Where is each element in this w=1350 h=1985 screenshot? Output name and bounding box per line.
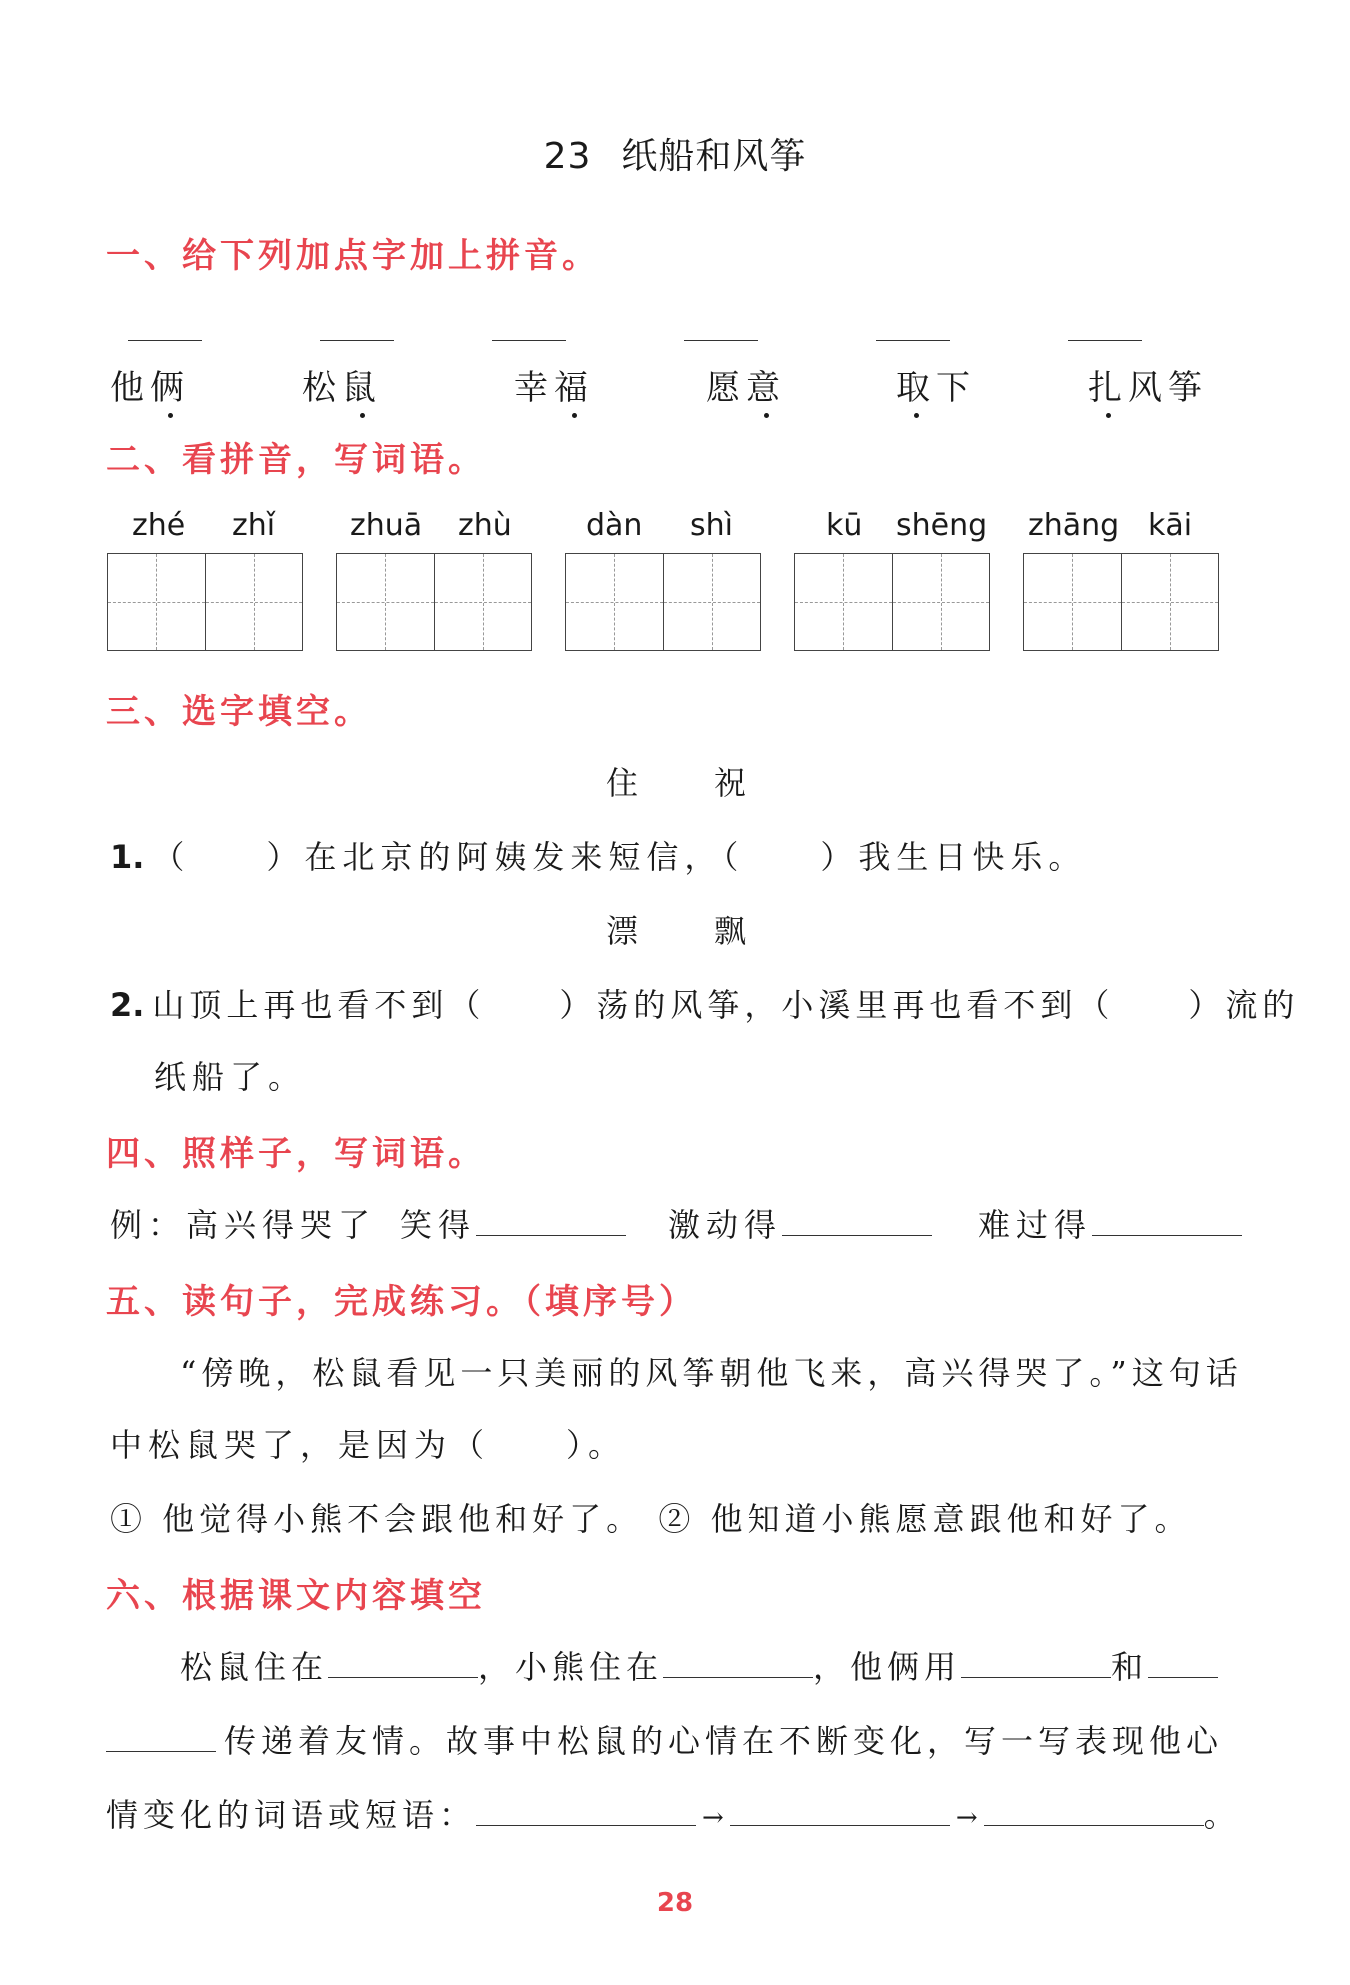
- dotted-word: 愿意: [706, 368, 786, 408]
- writing-grid[interactable]: [794, 553, 990, 651]
- answer-blank[interactable]: [1092, 1235, 1242, 1236]
- example-text: 例：高兴得哭了: [110, 1206, 377, 1244]
- pinyin-blank[interactable]: [876, 340, 950, 341]
- pinyin: dàn: [586, 508, 643, 543]
- answer-blank[interactable]: [984, 1825, 1204, 1826]
- pinyin-blank[interactable]: [684, 340, 758, 341]
- answer-options: ① 他觉得小熊不会跟他和好了。 ② 他知道小熊愿意跟他和好了。: [110, 1500, 1192, 1538]
- fill-line-1: 松鼠住在 ，小熊住在 ，他俩用 和: [180, 1642, 1218, 1688]
- fill-line-2: 传递着友情。故事中松鼠的心情在不断变化，写一写表现他心: [106, 1716, 1223, 1762]
- question-2-cont: 纸船了。: [154, 1058, 307, 1096]
- answer-blank[interactable]: [961, 1677, 1111, 1678]
- section-3-heading: 三、选字填空。: [106, 692, 372, 732]
- dotted-word: 他俩: [110, 368, 190, 408]
- section-6-heading: 六、根据课文内容填空: [106, 1576, 486, 1616]
- pinyin: kū: [826, 508, 863, 543]
- writing-grid[interactable]: [336, 553, 532, 651]
- dotted-word: 扎风筝: [1088, 368, 1208, 408]
- arrow-icon: →: [702, 1803, 724, 1833]
- question-1: 1. （ ）在北京的阿姨发来短信，（ ）我生日快乐。: [110, 838, 1087, 876]
- dotted-word: 幸福: [514, 368, 594, 408]
- question-2: 2. 山顶上再也看不到（ ）荡的风筝，小溪里再也看不到（ ）流的: [110, 986, 1300, 1024]
- writing-grid[interactable]: [565, 553, 761, 651]
- choice-chars-2: 漂 飘: [606, 912, 751, 950]
- pinyin: zhé: [132, 508, 186, 543]
- pinyin: zhù: [458, 508, 512, 543]
- writing-grid[interactable]: [1023, 553, 1219, 651]
- fill-word-2: 激动得: [668, 1200, 932, 1246]
- fill-word-3: 难过得: [978, 1200, 1242, 1246]
- answer-blank[interactable]: [476, 1235, 626, 1236]
- pinyin-blank[interactable]: [1068, 340, 1142, 341]
- section-5-heading: 五、读句子，完成练习。（填序号）: [106, 1282, 697, 1322]
- lesson-title: 纸船和风筝: [621, 136, 807, 177]
- answer-blank[interactable]: [328, 1677, 478, 1678]
- dotted-word: 取下: [896, 368, 976, 408]
- dotted-word: 松鼠: [302, 368, 382, 408]
- page-number: 28: [656, 1888, 694, 1918]
- section-2-heading: 二、看拼音，写词语。: [106, 440, 486, 480]
- pinyin: shēng: [896, 508, 988, 543]
- pinyin-blank[interactable]: [320, 340, 394, 341]
- answer-blank[interactable]: [663, 1677, 813, 1678]
- pinyin-blank[interactable]: [128, 340, 202, 341]
- answer-blank[interactable]: [476, 1825, 696, 1826]
- passage-line-1: “傍晚，松鼠看见一只美丽的风筝朝他飞来，高兴得哭了。”这句话: [180, 1354, 1243, 1392]
- page-title: [0, 128, 1350, 179]
- lesson-number: 23: [543, 136, 592, 177]
- pinyin-blank[interactable]: [492, 340, 566, 341]
- section-4-heading: 四、照样子，写词语。: [106, 1134, 486, 1174]
- pinyin: zhǐ: [232, 508, 276, 543]
- fill-word-1: 笑得: [400, 1200, 626, 1246]
- pinyin: zhuā: [350, 508, 423, 543]
- arrow-icon: →: [955, 1803, 978, 1833]
- pinyin: zhāng: [1028, 508, 1120, 543]
- answer-blank[interactable]: [782, 1235, 932, 1236]
- pinyin: shì: [690, 508, 733, 543]
- passage-line-2: 中松鼠哭了，是因为（ ）。: [110, 1426, 627, 1464]
- pinyin: kāi: [1148, 508, 1193, 543]
- answer-blank[interactable]: [730, 1825, 950, 1826]
- answer-blank[interactable]: [106, 1751, 216, 1752]
- fill-line-3: 情变化的词语或短语： → → 。: [106, 1796, 1241, 1834]
- choice-chars-1: 住 祝: [606, 764, 751, 802]
- writing-grid[interactable]: [107, 553, 303, 651]
- answer-blank[interactable]: [1148, 1677, 1218, 1678]
- section-1-heading: 一、给下列加点字加上拼音。: [106, 236, 600, 276]
